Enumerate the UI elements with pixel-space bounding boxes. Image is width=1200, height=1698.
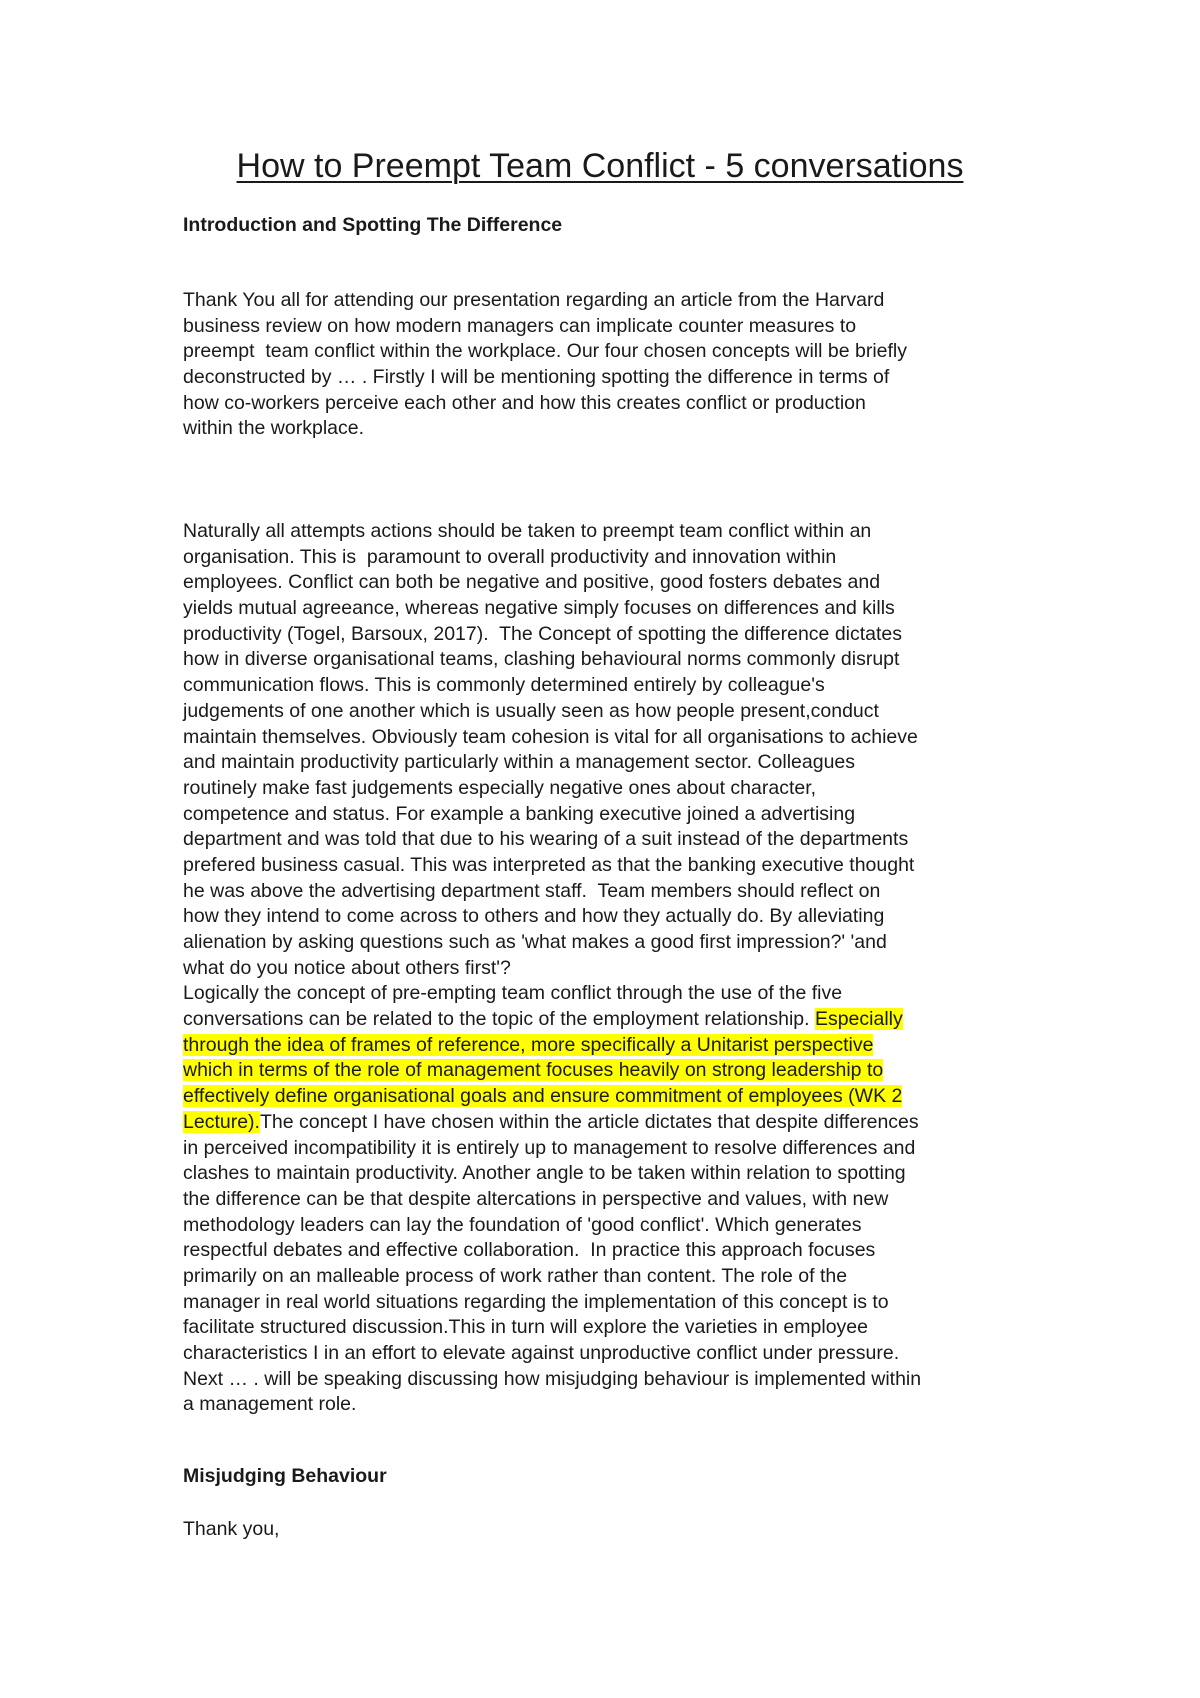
text-line: Thank You all for attending our presentation regarding an article from the Harvard xyxy=(183,289,885,311)
text-line: judgements of one another which is usually seen as how people present,conduct xyxy=(183,699,879,722)
body-paragraph xyxy=(183,519,921,1418)
highlighted-text: Lecture). xyxy=(183,1110,260,1133)
text-line: communication flows. This is commonly determined entirely by colleague's xyxy=(183,674,825,697)
text-line: what do you notice about others first'? xyxy=(183,956,511,979)
text-line: in perceived incompatibility it is entirely up to management to resolve differences and xyxy=(183,1136,916,1159)
text-line: alienation by asking questions such as 'what makes a good first impression?' 'and xyxy=(183,931,887,953)
text-line: prefered business casual. This was interpreted as that the banking executive thought xyxy=(183,853,915,876)
text-line: Naturally all attempts actions should be taken to preempt team conflict within an xyxy=(183,520,872,542)
text-line: deconstructed by … . Firstly I will be mentioning spotting the difference in terms of xyxy=(183,366,890,389)
text-line: department and was told that due to his wearing of a suit instead of the departments xyxy=(183,828,909,851)
line-text: conversations can be related to the topic of the employment relationship. xyxy=(183,1008,815,1031)
text-line xyxy=(183,1084,921,1110)
text-line: he was above the advertising department staff. Team members should reflect on xyxy=(183,879,881,902)
highlighted-text: which in terms of the role of management focuses heavily on strong leadership to xyxy=(183,1059,884,1082)
text-line: how they intend to come across to others and how they actually do. By alleviating xyxy=(183,905,885,928)
text-line: respectful debates and effective collaboration. In practice this approach focuses xyxy=(183,1239,876,1262)
document-title: How to Preempt Team Conflict - 5 conversations xyxy=(236,147,964,185)
intro-paragraph xyxy=(183,288,907,442)
text-line xyxy=(183,1033,921,1059)
section-heading-introduction: Introduction and Spotting The Difference xyxy=(183,214,563,236)
text-line: productivity (Togel, Barsoux, 2017). The Concept of spotting the difference dictates xyxy=(183,622,903,645)
text-line xyxy=(183,1007,921,1033)
text-line xyxy=(183,1058,921,1084)
text-line: manager in real world situations regarding the implementation of this concept is to xyxy=(183,1290,889,1313)
text-line: Logically the concept of pre-empting team conflict through the use of the five xyxy=(183,982,843,1005)
text-line: within the workplace. xyxy=(183,417,365,440)
text-line: facilitate structured discussion.This in turn will explore the varieties in employee xyxy=(183,1316,868,1339)
highlighted-text: through the idea of frames of reference, more specifically a Unitarist perspective xyxy=(183,1033,874,1056)
highlighted-text: Especially xyxy=(814,1008,903,1031)
text-line: yields mutual agreeance, whereas negative simply focuses on differences and kills xyxy=(183,597,895,620)
text-line: business review on how modern managers can implicate counter measures to xyxy=(183,314,857,337)
text-line: organisation. This is paramount to overall productivity and innovation within xyxy=(183,545,837,568)
highlighted-text: effectively define organisational goals and ensure commitment of employees (WK 2 xyxy=(183,1085,903,1108)
text-line: clashes to maintain productivity. Another angle to be taken within relation to spotting xyxy=(183,1162,906,1185)
closing-text: Thank you, xyxy=(183,1518,280,1540)
text-line: and maintain productivity particularly within a management sector. Colleagues xyxy=(183,751,856,774)
text-line xyxy=(183,1110,921,1136)
text-line: primarily on an malleable process of work rather than content. The role of the xyxy=(183,1264,848,1287)
section-heading-misjudging-behaviour: Misjudging Behaviour xyxy=(183,1465,387,1487)
text-line: preempt team conflict within the workplace. Our four chosen concepts will be briefly xyxy=(183,340,907,363)
text-line: how co-workers perceive each other and how this creates conflict or production xyxy=(183,391,866,414)
text-line: maintain themselves. Obviously team cohesion is vital for all organisations to achieve xyxy=(183,725,918,748)
line-text: The concept I have chosen within the article dictates that despite differences xyxy=(259,1110,919,1133)
text-line: employees. Conflict can both be negative and positive, good fosters debates and xyxy=(183,571,881,594)
text-line: Next … . will be speaking discussing how misjudging behaviour is implemented within xyxy=(183,1367,922,1390)
text-line: how in diverse organisational teams, clashing behavioural norms commonly disrupt xyxy=(183,648,900,671)
text-line: the difference can be that despite altercations in perspective and values, with new xyxy=(183,1187,889,1210)
text-line: routinely make fast judgements especially negative ones about character, xyxy=(183,776,817,799)
text-line: competence and status. For example a banking executive joined a advertising xyxy=(183,802,856,825)
text-line: methodology leaders can lay the foundation of 'good conflict'. Which generates xyxy=(183,1213,862,1236)
text-line: characteristics I in an effort to elevate against unproductive conflict under pressure. xyxy=(183,1342,900,1364)
text-line: a management role. xyxy=(183,1393,357,1416)
